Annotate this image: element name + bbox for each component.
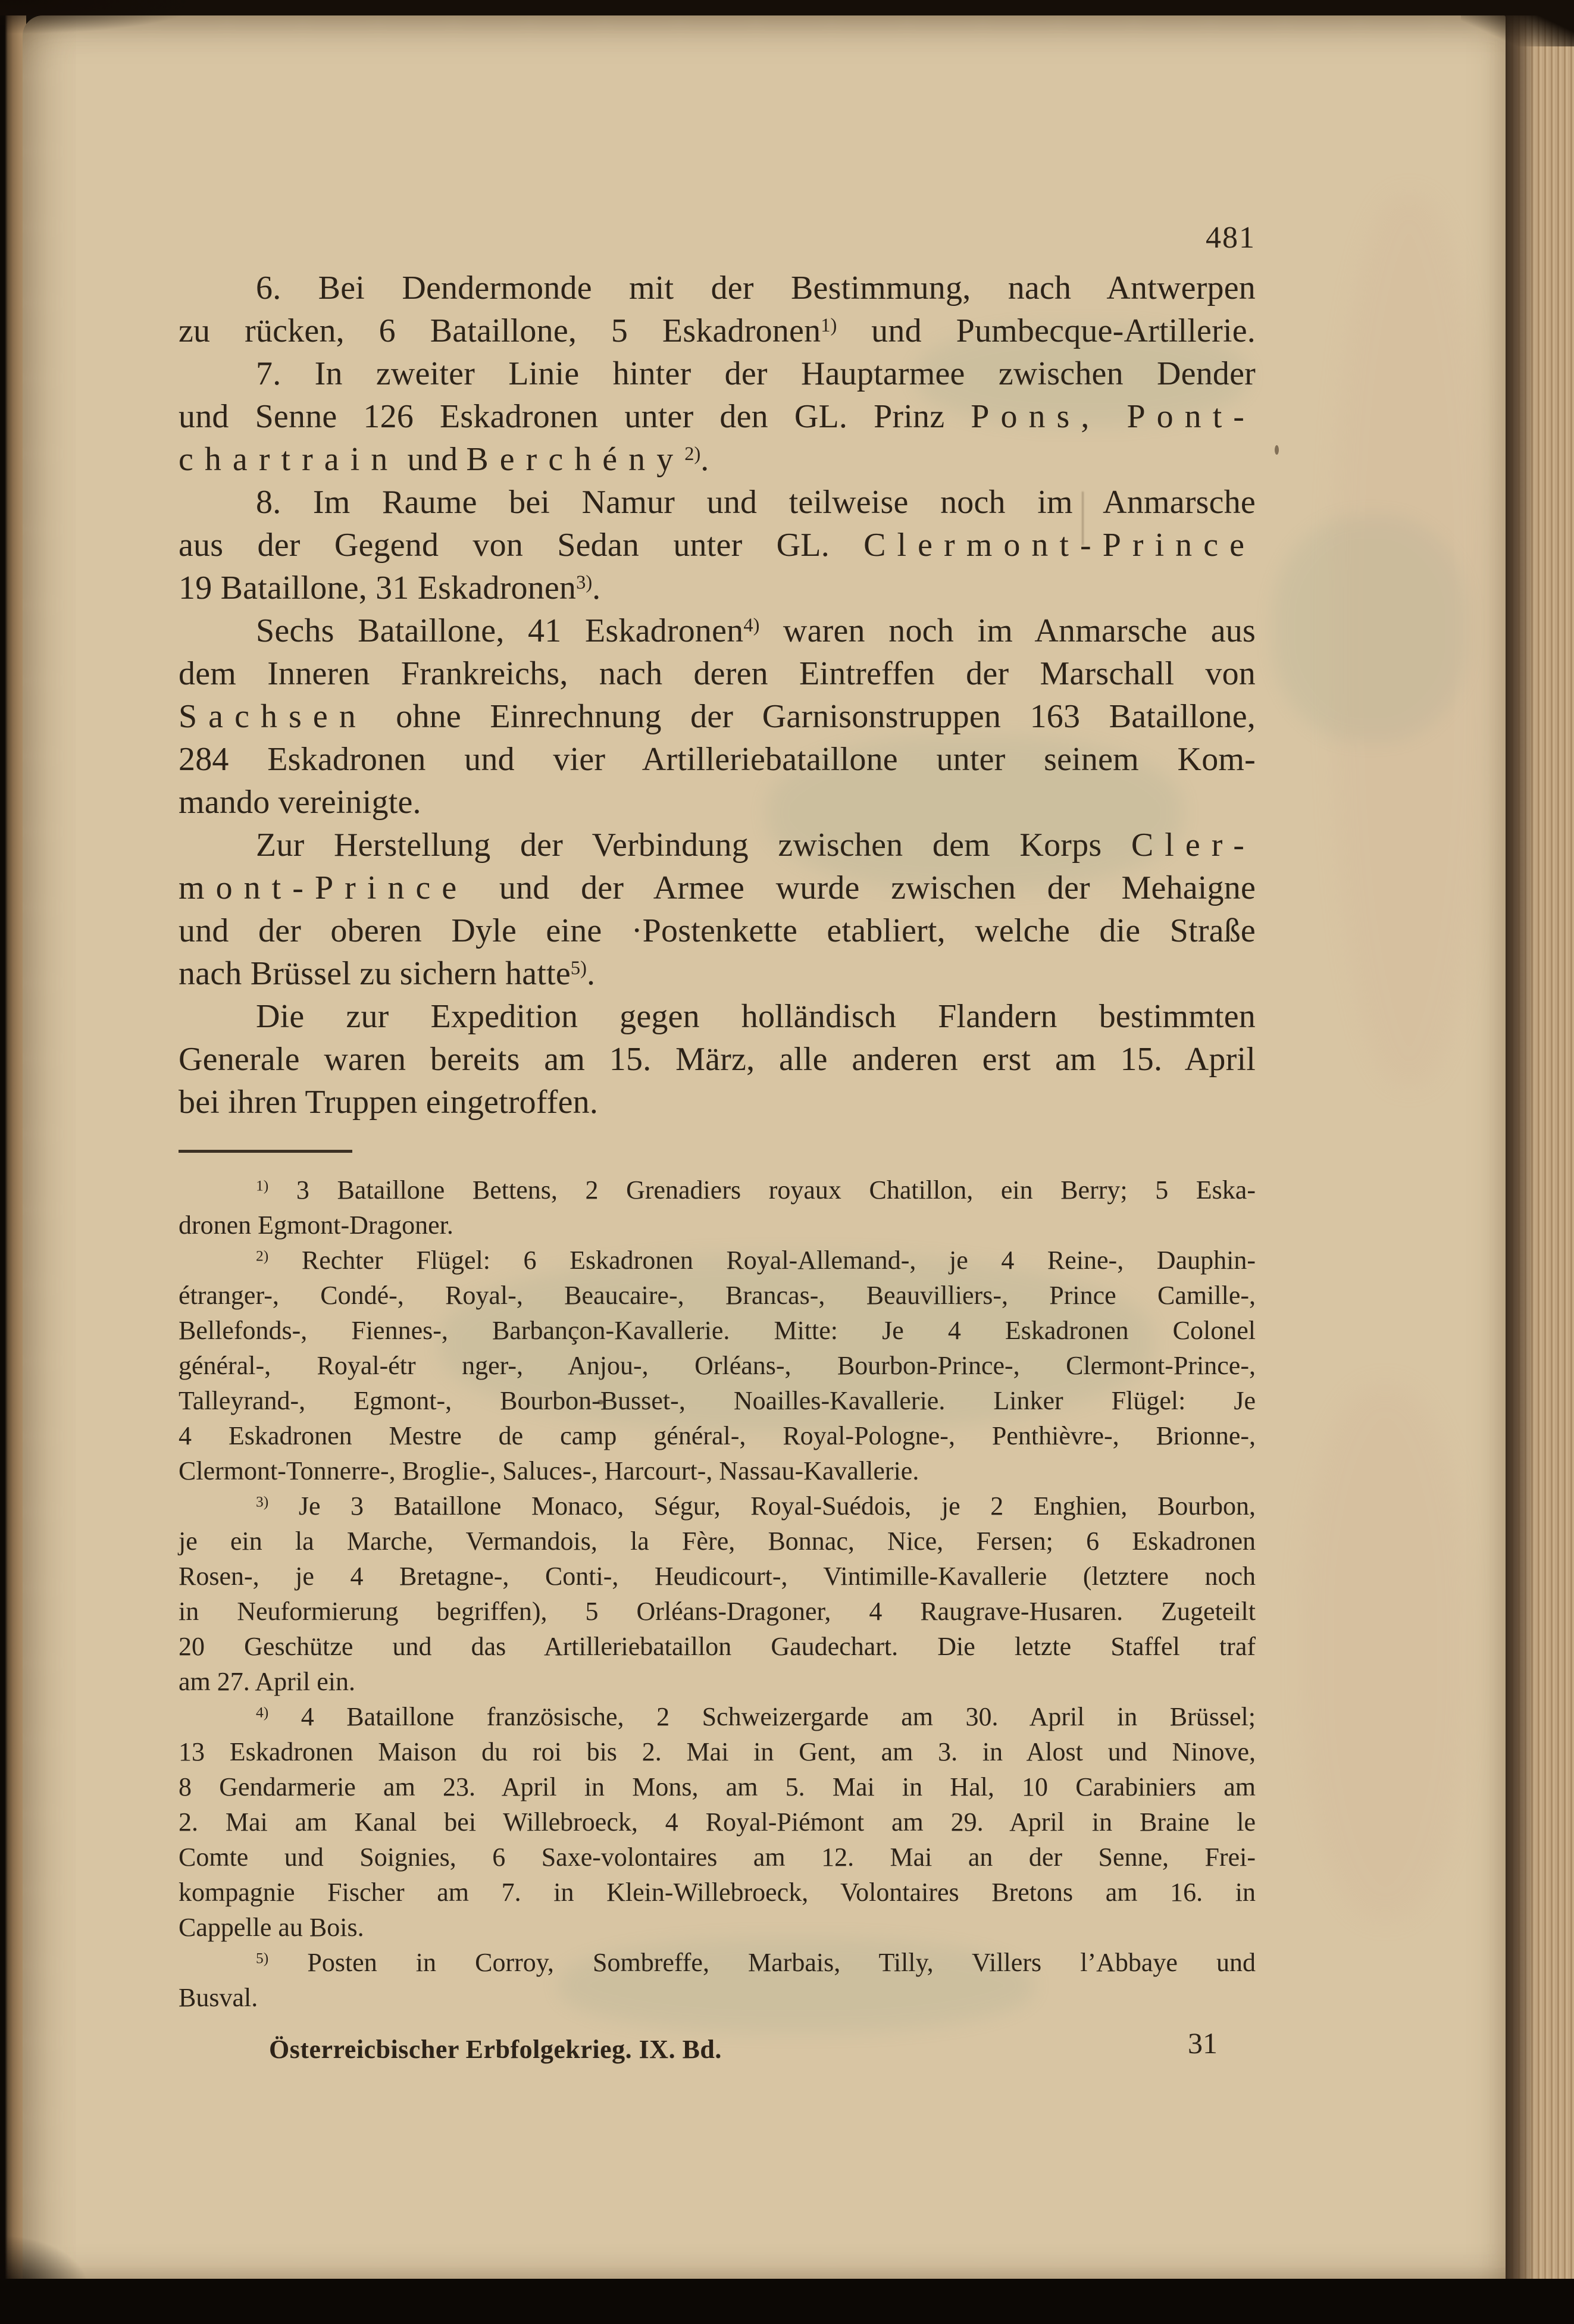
text-run: dem Inneren Frankreichs, nach deren Eintreffen der Marschall von [179,655,1256,692]
text-line [179,695,1256,738]
text-run: . [586,955,596,992]
footnote-ref: 5) [570,958,587,980]
text-run: und der oberen Dyle eine ·Postenkette etabliert, welche die Straße [179,912,1256,949]
footnote-ref: 4) [256,1703,269,1721]
text-line [179,1629,1256,1664]
text-run: Cappelle au Bois. [179,1913,364,1942]
text-line [179,1172,1256,1208]
text-line [179,1559,1256,1594]
text-run: und Senne 126 Eskadronen unter den GL. Prinz [179,398,971,435]
text-line [179,481,1256,524]
text-line [179,1840,1256,1875]
text-run: zu rücken, 6 Bataillone, 5 Eskadronen [179,312,821,349]
body-paragraph [179,609,1256,824]
text-run: Rechter Flügel: 6 Eskadronen Royal-Allemand-, je 4 Reine-, Dauphin- [268,1246,1256,1275]
text-line [179,1243,1256,1278]
footnote [179,1243,1256,1488]
text-line [179,995,1256,1038]
body-paragraph [179,995,1256,1124]
footnote-separator [179,1150,352,1153]
text-run: Generale waren bereits am 15. März, alle anderen erst am 15. April [179,1041,1256,1078]
text-line [179,1524,1256,1559]
scanner-shadow-bottom-left [0,2235,89,2288]
text-run: am 27. April ein. [179,1667,355,1696]
text-line [179,352,1256,395]
text-run: 13 Eskadronen Maison du roi bis 2. Mai in Gent, am 3. in Alost und Ninove, [179,1737,1256,1766]
text-run: 2. Mai am Kanal bei Willebroeck, 4 Royal-Piémont am 29. April in Braine le [179,1807,1256,1837]
text-line [179,1769,1256,1804]
footnote [179,1699,1256,1945]
scanner-shadow-top [0,0,1574,15]
footnote-ref: 1) [821,315,837,337]
text-run: 8. Im Raume bei Namur und teilweise noch im Anmarsche [256,484,1256,521]
text-run: Clermont-Prince [863,527,1256,564]
text-run: waren noch im Anmarsche aus [759,612,1256,649]
text-run: 3 Bataillone Bettens, 2 Grenadiers royaux Chatillon, ein Berry; 5 Eska- [268,1175,1256,1205]
footnotes [179,1172,1256,2015]
text-run: Sachsen [179,698,367,735]
text-run: . [592,570,601,606]
text-run: 19 Bataillone, 31 Eskadronen [179,570,577,606]
text-line [179,609,1256,652]
text-run: 20 Geschütze und das Artilleriebataillon Gaudechart. Die letzte Staffel traf [179,1632,1256,1661]
text-line [179,395,1256,438]
scanner-shadow-top-right [1461,0,1574,46]
text-run: mont-Prince [179,869,468,906]
volume-signature: Österreicbischer Erbfolgekrieg. IX. Bd. [269,2035,722,2064]
body-paragraph [179,824,1256,995]
text-run: 6. Bei Dendermonde mit der Bestimmung, nach Antwerpen [256,270,1256,306]
scanner-shadow-bottom [0,2279,1574,2324]
text-run: Clermont-Tonnerre-, Broglie-, Saluces-, Harcourt-, Nassau-Kavallerie. [179,1456,919,1485]
text-line [179,1594,1256,1629]
footnote-ref: 2) [684,443,701,465]
text-line [179,438,1256,481]
text-run: mando vereinigte. [179,784,421,821]
text-line [179,781,1256,824]
text-run: Posten in Corroy, Sombreffe, Marbais, Tilly, Villers l’Abbaye und [268,1948,1256,1977]
page [23,15,1506,2281]
text-run: 4 Eskadronen Mestre de camp général-, Royal-Pologne-, Penthièvre-, Brionne-, [179,1421,1256,1450]
text-run: général-, Royal-étr nger-, Anjou-, Orléans-, Bourbon-Prince-, Clermont-Prince-, [179,1351,1256,1380]
text-run: . [700,441,709,478]
footnote-ref: 3) [256,1493,269,1510]
text-line [179,1875,1256,1910]
text-run: 8 Gendarmerie am 23. April in Mons, am 5. Mai in Hal, 10 Carabiniers am [179,1772,1256,1801]
text-run: Pont- [1126,398,1256,435]
text-line [179,309,1256,352]
text-line [179,1081,1256,1124]
footnote [179,1488,1256,1699]
text-run: 284 Eskadronen und vier Artilleriebataillone unter seinem Kom- [179,741,1256,778]
text-run: kompagnie Fischer am 7. in Klein-Willebroeck, Volontaires Bretons am 16. in [179,1878,1256,1907]
scanner-shadow-top-left [0,0,202,33]
text-line [179,1038,1256,1081]
text-line [179,824,1256,867]
text-line [179,952,1256,995]
text-run: Berchény [466,441,685,478]
text-run: chartrain [179,441,399,478]
text-run: Busval. [179,1983,258,2012]
text-line [179,1945,1256,1980]
ink-speck [1275,445,1279,455]
text-run: 4 Bataillone französische, 2 Schweizergarde am 30. April in Brüssel; [268,1702,1256,1731]
text-run: étranger-, Condé-, Royal-, Beaucaire-, Brancas-, Beauvilliers-, Prince Camille-, [179,1281,1256,1310]
text-run: nach Brüssel zu sichern hatte [179,955,571,992]
text-line [179,652,1256,695]
text-line [179,1313,1256,1348]
text-line [179,567,1256,609]
text-run: und Pumbecque-Artillerie. [837,312,1256,349]
text-run: ohne Einrechnung der Garnisonstruppen 163 Bataillone, [367,698,1256,735]
text-run: 7. In zweiter Linie hinter der Hauptarmee zwischen Dender [256,355,1256,392]
footnote [179,1172,1256,1243]
footnote-ref: 4) [743,615,760,637]
text-run: Rosen-, je 4 Bretagne-, Conti-, Heudicourt-, Vintimille-Kavallerie (letztere noch [179,1562,1256,1591]
text-run: bei ihren Truppen eingetroffen. [179,1084,599,1121]
text-line [179,909,1256,952]
page-number: 481 [1206,221,1256,255]
text-run: und [399,441,467,478]
text-run: Comte und Soignies, 6 Saxe-volontaires am 12. Mai an der Senne, Frei- [179,1843,1256,1872]
text-run [1100,398,1126,435]
paper-stain [1302,1384,1469,1920]
text-line [179,1664,1256,1699]
book-fore-edge [1503,0,1574,2324]
footnote-ref: 2) [256,1247,269,1265]
page-footer [179,2026,1256,2065]
text-run: Die zur Expedition gegen holländisch Flandern bestimmten [256,998,1256,1035]
text-line [179,1488,1256,1524]
paper-stain [1332,194,1487,1087]
text-run: in Neuformierung begriffen), 5 Orléans-Dragoner, 4 Raugrave-Husaren. Zugeteilt [179,1597,1256,1626]
text-line [179,1418,1256,1453]
body-paragraph [179,352,1256,481]
text-run: Pons, [971,398,1101,435]
text-run: Zur Herstellung der Verbindung zwischen dem Korps [256,827,1131,864]
text-run: und der Armee wurde zwischen der Mehaigne [468,869,1256,906]
text-line [179,524,1256,567]
footnote-ref: 5) [256,1949,269,1967]
text-run: Je 3 Bataillone Monaco, Ségur, Royal-Suédois, je 2 Enghien, Bourbon, [268,1491,1256,1521]
text-line [179,1383,1256,1418]
footnote [179,1945,1256,2015]
body-paragraph [179,481,1256,609]
footnote-ref: 1) [256,1177,269,1194]
text-run: je ein la Marche, Vermandois, la Fère, Bonnac, Nice, Fersen; 6 Eskadronen [179,1527,1256,1556]
text-run: Talleyrand-, Egmont-, Bourbon-Busset-, Noailles-Kavallerie. Linker Flügel: Je [179,1386,1256,1415]
text-run: Sechs Bataillone, 41 Eskadronen [256,612,744,649]
text-line [179,1910,1256,1945]
body-text [179,267,1256,1124]
text-line [179,1348,1256,1383]
text-run: dronen Egmont-Dragoner. [179,1211,453,1240]
text-line [179,1804,1256,1840]
text-line [179,1208,1256,1243]
text-line [179,1699,1256,1734]
text-line [179,867,1256,909]
text-run: Cler- [1131,827,1256,864]
body-paragraph [179,267,1256,352]
text-line [179,738,1256,781]
text-line [179,1980,1256,2015]
text-line [179,1734,1256,1769]
text-line [179,1278,1256,1313]
text-run: aus der Gegend von Sedan unter GL. [179,527,864,564]
text-run: Bellefonds-, Fiennes-, Barbançon-Kavallerie. Mitte: Je 4 Eskadronen Colonel [179,1316,1256,1345]
text-line [179,1453,1256,1488]
footnote-ref: 3) [576,572,593,594]
text-line [179,267,1256,309]
sheet-number: 31 [1188,2026,1218,2060]
